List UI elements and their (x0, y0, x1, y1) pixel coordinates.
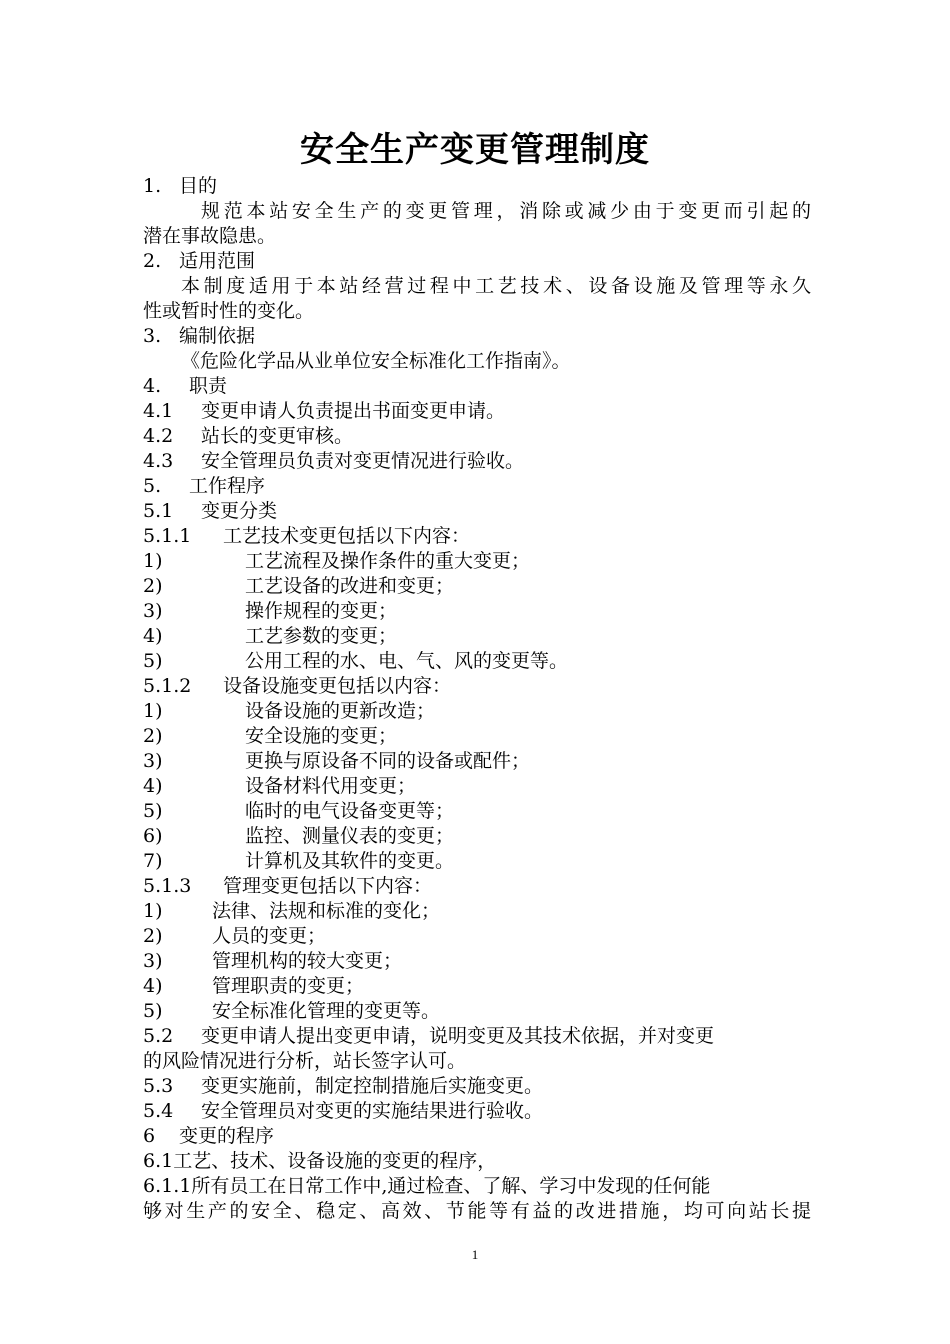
list-text: 人员的变更； (212, 925, 327, 947)
section-number: 1. (143, 175, 162, 197)
list-text: 设备材料代用变更； (245, 775, 417, 797)
list-text: 计算机及其软件的变更。 (245, 850, 455, 872)
list-text: 操作规程的变更； (245, 600, 398, 622)
section-title: 编制依据 (179, 325, 256, 347)
document-body (143, 174, 811, 1224)
numbered-item (143, 499, 811, 524)
list-text: 工艺参数的变更； (245, 625, 398, 647)
numbered-item (143, 1174, 811, 1199)
paragraph-line: 规范本站安全生产的变更管理，消除或减少由于变更而引起的 (201, 200, 811, 222)
list-item (143, 999, 811, 1024)
list-marker: 3) (143, 950, 163, 972)
item-number: 6.1 (143, 1150, 174, 1172)
list-marker: 3) (143, 600, 163, 622)
item-number: 4.1 (143, 400, 174, 422)
paragraph-line: 够对生产的安全、稳定、高效、节能等有益的改进措施，均可向站长提 (143, 1200, 811, 1222)
list-marker: 5) (143, 800, 163, 822)
section-heading (143, 324, 811, 349)
item-text: 工艺、技术、设备设施的变更的程序， (173, 1150, 497, 1172)
section-title: 职责 (189, 375, 228, 397)
paragraph-line: 性或暂时性的变化。 (143, 300, 315, 322)
list-marker: 2) (143, 925, 163, 947)
item-text: 变更申请人提出变更申请，说明变更及其技术依据，并对变更 (201, 1025, 715, 1047)
list-text: 管理职责的变更； (212, 975, 365, 997)
paragraph-line: 的风险情况进行分析，站长签字认可。 (143, 1050, 467, 1072)
list-item (143, 899, 811, 924)
list-marker: 3) (143, 750, 163, 772)
numbered-item (143, 674, 811, 699)
list-text: 公用工程的水、电、气、风的变更等。 (245, 650, 569, 672)
list-text: 设备设施的更新改造； (245, 700, 436, 722)
section-title: 工作程序 (189, 475, 266, 497)
section-number: 5. (143, 475, 162, 497)
list-marker: 2) (143, 575, 163, 597)
list-item (143, 649, 811, 674)
item-text: 变更实施前，制定控制措施后实施变更。 (201, 1075, 544, 1097)
item-number: 5.1.3 (143, 875, 192, 897)
list-marker: 2) (143, 725, 163, 747)
item-number: 5.2 (143, 1025, 174, 1047)
list-text: 更换与原设备不同的设备或配件； (245, 750, 531, 772)
section-heading (143, 1124, 811, 1149)
list-marker: 6) (143, 825, 163, 847)
item-number: 5.1.1 (143, 525, 192, 547)
paragraph-line: 本制度适用于本站经营过程中工艺技术、设备设施及管理等永久 (181, 275, 811, 297)
section-heading (143, 374, 811, 399)
list-item (143, 799, 811, 824)
list-item (143, 849, 811, 874)
item-text: 变更申请人负责提出书面变更申请。 (201, 400, 506, 422)
item-text: 站长的变更审核。 (201, 425, 354, 447)
section-title: 适用范围 (179, 250, 256, 272)
item-number: 5.4 (143, 1100, 174, 1122)
numbered-item (143, 1099, 811, 1124)
list-marker: 5) (143, 650, 163, 672)
numbered-item (143, 874, 811, 899)
list-text: 工艺设备的改进和变更； (245, 575, 455, 597)
numbered-item (143, 1074, 811, 1099)
list-marker: 4) (143, 625, 163, 647)
section-heading (143, 249, 811, 274)
list-marker: 1) (143, 550, 163, 572)
list-marker: 1) (143, 700, 163, 722)
list-item (143, 949, 811, 974)
list-text: 安全设施的变更； (245, 725, 398, 747)
paragraph-line: 《危险化学品从业单位安全标准化工作指南》。 (181, 350, 571, 372)
list-marker: 1) (143, 900, 163, 922)
list-marker: 4) (143, 975, 163, 997)
numbered-item (143, 399, 811, 424)
list-item (143, 624, 811, 649)
item-number: 4.2 (143, 425, 174, 447)
section-number: 6 (143, 1125, 156, 1147)
section-number: 4. (143, 375, 162, 397)
item-text: 变更分类 (201, 500, 278, 522)
numbered-item (143, 1024, 811, 1049)
list-item (143, 974, 811, 999)
numbered-item (143, 1149, 811, 1174)
section-heading (143, 174, 811, 199)
list-item (143, 824, 811, 849)
item-text: 管理变更包括以下内容： (223, 875, 433, 897)
item-text: 安全管理员负责对变更情况进行验收。 (201, 450, 525, 472)
numbered-item (143, 524, 811, 549)
list-text: 临时的电气设备变更等； (245, 800, 455, 822)
list-text: 法律、法规和标准的变化； (212, 900, 441, 922)
item-text: 设备设施变更包括以内容： (223, 675, 452, 697)
item-number: 6.1.1 (143, 1175, 192, 1197)
list-text: 安全标准化管理的变更等。 (212, 1000, 441, 1022)
section-title: 目的 (179, 175, 218, 197)
list-item (143, 549, 811, 574)
list-marker: 4) (143, 775, 163, 797)
list-text: 监控、测量仪表的变更； (245, 825, 455, 847)
item-number: 5.1 (143, 500, 174, 522)
list-item (143, 574, 811, 599)
list-marker: 7) (143, 850, 163, 872)
list-item (143, 724, 811, 749)
list-item (143, 699, 811, 724)
page-number: 1 (471, 1247, 479, 1262)
list-text: 管理机构的较大变更； (212, 950, 403, 972)
list-marker: 5) (143, 1000, 163, 1022)
document-title: 安全生产变更管理制度 (300, 130, 650, 170)
list-item (143, 774, 811, 799)
list-item (143, 924, 811, 949)
item-number: 4.3 (143, 450, 174, 472)
list-text: 工艺流程及操作条件的重大变更； (245, 550, 531, 572)
section-heading (143, 474, 811, 499)
section-number: 2. (143, 250, 162, 272)
numbered-item (143, 424, 811, 449)
item-text: 工艺技术变更包括以下内容： (223, 525, 471, 547)
paragraph-line: 潜在事故隐患。 (143, 225, 277, 247)
item-text: 安全管理员对变更的实施结果进行验收。 (201, 1100, 544, 1122)
item-number: 5.3 (143, 1075, 174, 1097)
section-number: 3. (143, 325, 162, 347)
item-number: 5.1.2 (143, 675, 192, 697)
list-item (143, 599, 811, 624)
list-item (143, 749, 811, 774)
item-text: 所有员工在日常工作中,通过检查、了解、学习中发现的任何能 (191, 1175, 711, 1197)
numbered-item (143, 449, 811, 474)
section-title: 变更的程序 (179, 1125, 275, 1147)
